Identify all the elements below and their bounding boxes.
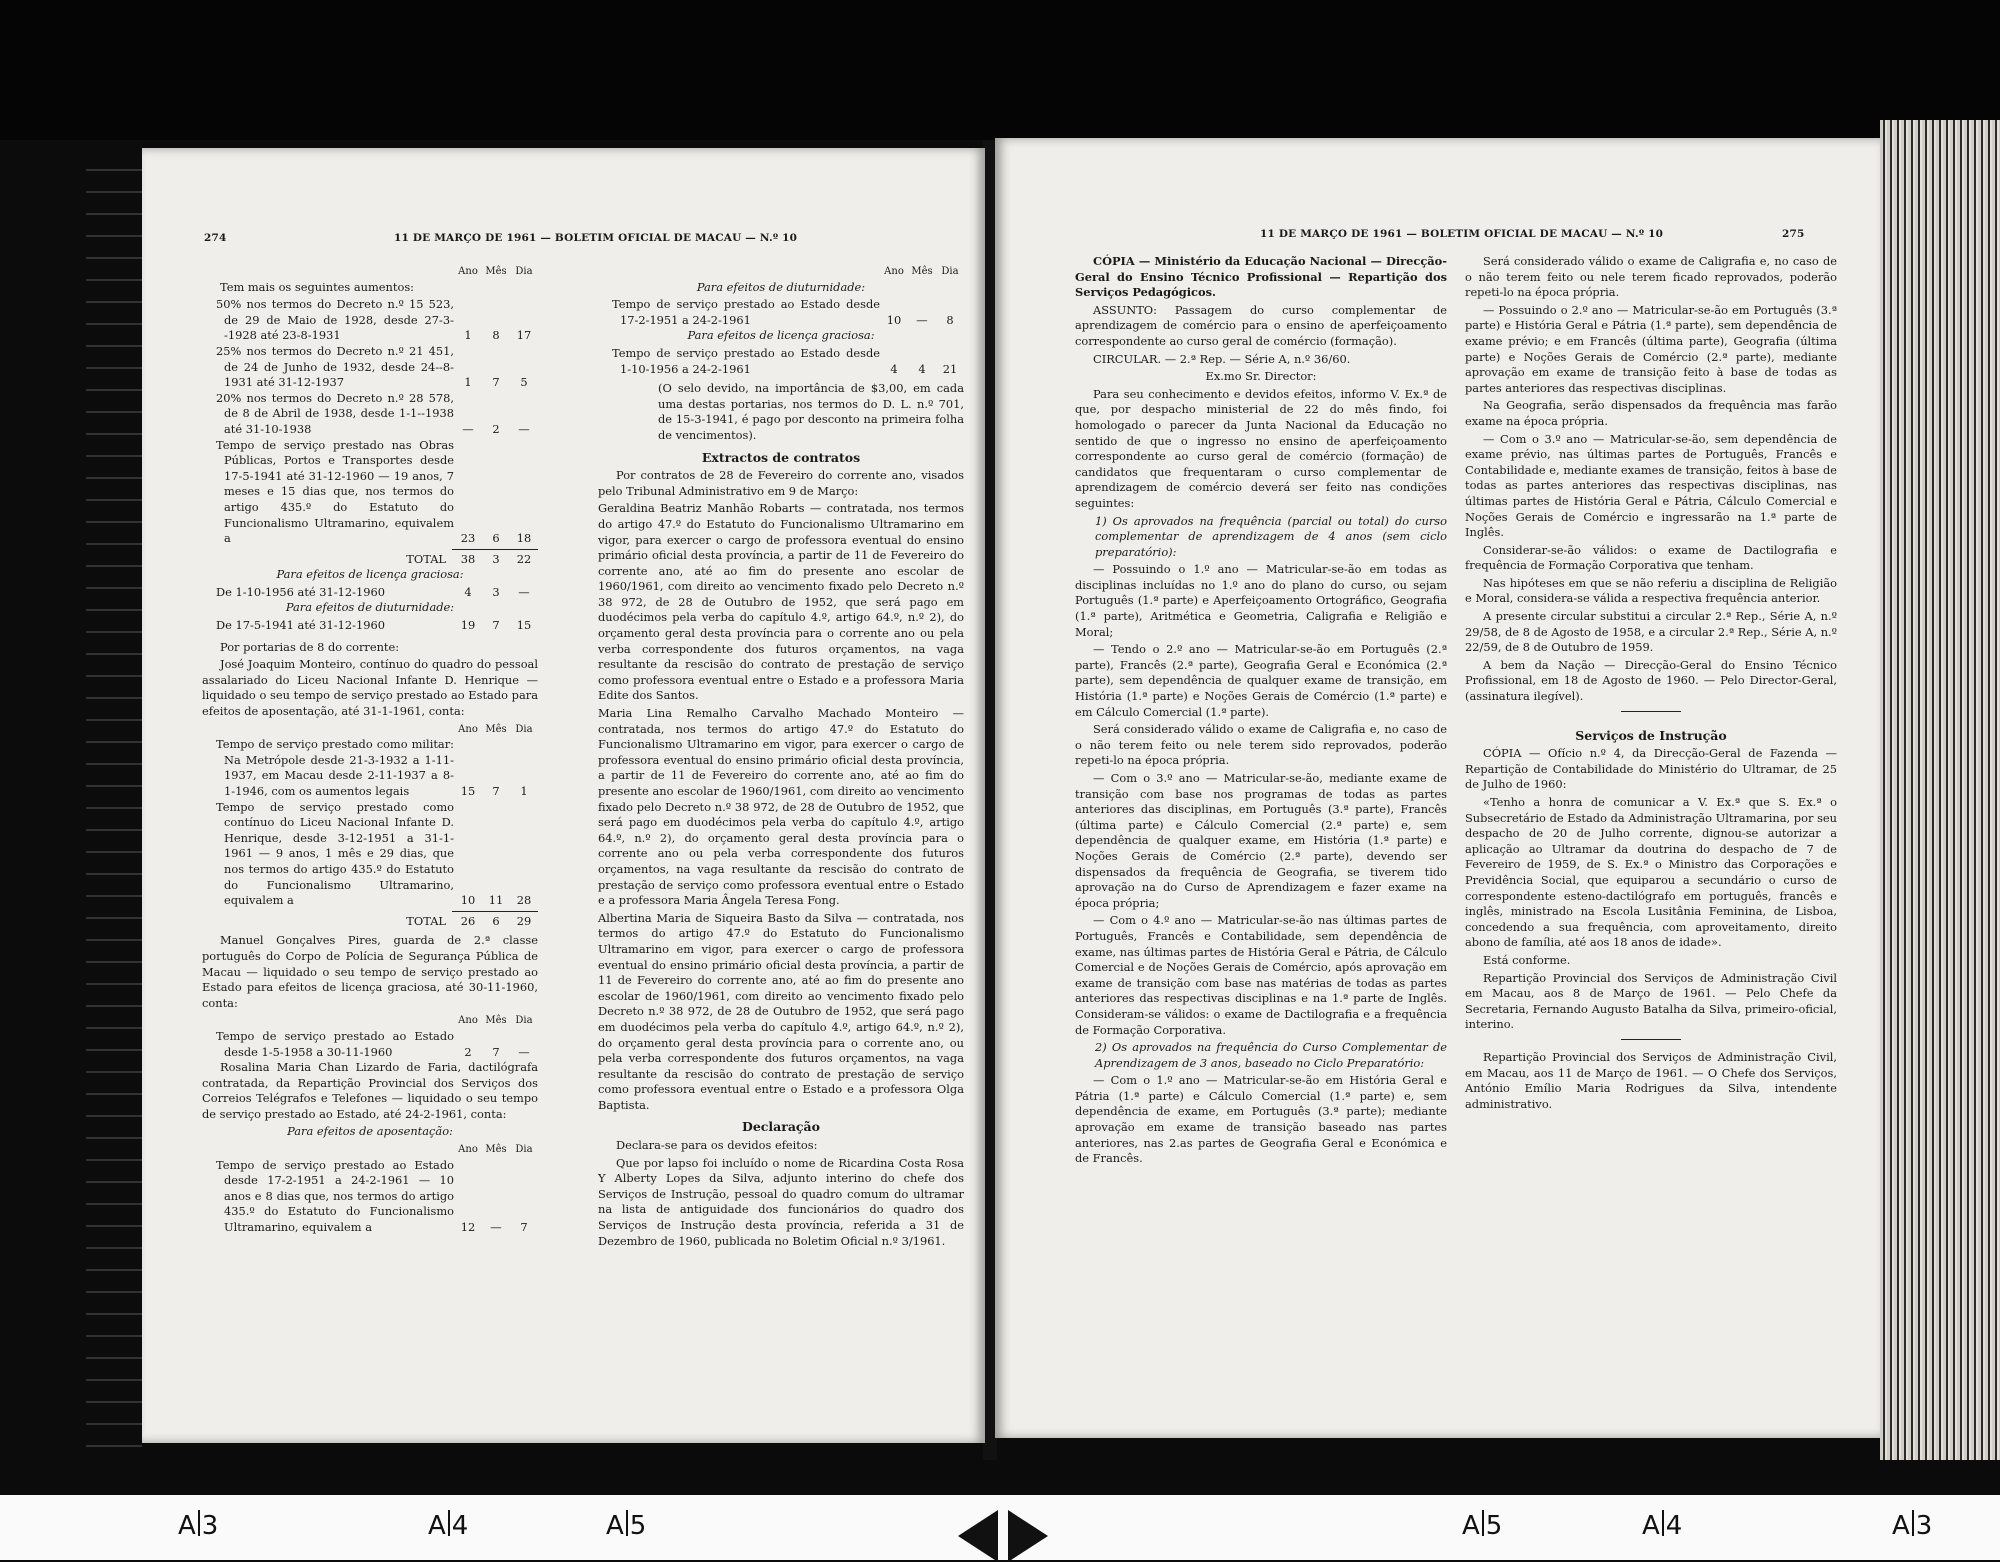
left-column-b — [598, 264, 964, 1251]
table-header: Ano Mês Dia — [884, 266, 959, 277]
left-page — [142, 148, 985, 1443]
table-row: 20% nos termos do Decreto n.º 28 578, de 8 de Abril de 1938, desde 1-1--1938 até 31-10-1938 — 2 — — [216, 390, 530, 436]
paragraph: CIRCULAR. — 2.ª Rep. — Série A, n.º 36/60. — [1093, 351, 1351, 366]
arrow-right-icon — [1008, 1510, 1048, 1562]
paragraph: Maria Lina Remalho Carvalho Machado Monteiro — contratada, nos termos do artigo 47.º do Estatuto do Funcionalismo Ultramarino em vigor, para exercer o cargo de professora eventual do ensino primário oficial desta província, a partir de 11 de Fevereiro do corrente ano, até ao fim do presente ano escolar de 1960/1961, com direito ao vencimento fixado pelo Decreto n.º 38 972, de 28 de Outubro de 1952, que será pago em duodécimos pela verba do capítulo 4.º, artigo 64.º, n.º 2), do orçamento geral desta província para o corrente ano ou pela verba correspondente dos futuros orçamentos, na vaga resultante da rescisão do contrato de prestação de serviço como professora eventual entre o Estado e a professora Maria Ângela Teresa Fong. — [598, 706, 964, 908]
table-row: Tempo de serviço prestado nas Obras Públicas, Portos e Transportes desde 17-5-1941 até 31-12-1960 — 19 anos, 7 meses e 15 dias que, nos termos do artigo 435.º do Estatuto do Funcionalismo Ultramarino, equivalem a 23 6 18 — [216, 437, 532, 546]
table-total-row: TOTAL 26 6 29 — [406, 913, 532, 928]
paragraph: Nas hipóteses em que se não referiu a disciplina de Religião e Moral, considera-se válida a respectiva frequência anterior. — [1465, 575, 1837, 606]
paragraph: (O selo devido, na importância de $3,00, em cada uma destas portarias, nos termos do D. L. n.º 701, de 15-3-1941, é pago por desconto na primeira folha de vencimentos). — [658, 381, 964, 442]
header-title: 11 DE MARÇO DE 1961 — BOLETIM OFICIAL DE MACAU — N.º 10 — [394, 232, 798, 244]
divider — [452, 549, 538, 550]
paragraph: «Tenho a honra de comunicar a V. Ex.ª que S. Ex.ª o Subsecretário de Estado da Administração Ultramarina, por seu despacho de 20 de Julho corrente, dignou-se autorizar a aplicação ao Ultramar da doutrina do despacho de 7 de Fevereiro de 1959, de S. Ex.ª o Ministro das Corporações e Previdência Social, que equiparou a secundário o curso de correspondente esteno-dactilógrafo em português, francês e inglês, ministrado na Escola Lusitânia Feminina, de Lisboa, concedendo a sua frequência, com aproveitamento, direito abono de família, até aos 18 anos de idade». — [1465, 795, 1837, 950]
paragraph: Repartição Provincial dos Serviços de Administração Civil em Macau, aos 8 de Março de 1961. — Pelo Chefe da Secretaria, Fernando Augusto Batalha da Silva, primeiro-oficial, interino. — [1465, 970, 1837, 1032]
frame-mark: A 3 — [1892, 1511, 1933, 1541]
paragraph: Considerar-se-ão válidos: o exame de Dactilografia e frequência de Formação Corporativa que tenham. — [1465, 542, 1837, 573]
paragraph: Na Geografia, serão dispensados da frequência mas farão exame na época própria. — [1465, 398, 1837, 428]
paragraph: — Com o 3.º ano — Matricular-se-ão, sem dependência de exame prévio, nas últimas partes de Português, Francês e Contabilidade e, mediante exames de transição, feitos à base de todas as partes anteriores das respectivas disciplinas, nas últimas partes de História Geral e Pátria, Cálculo Comercial e Noções Gerais de Comércio e ingressarão na 1.ª parte de Inglês. — [1465, 431, 1837, 540]
microfilm-footer — [0, 1495, 2000, 1560]
paragraph: A bem da Nação — Direcção-Geral do Ensino Técnico Profissional, em 18 de Agosto de 1960. — Pelo Director-Geral, (assinatura ilegível). — [1465, 657, 1837, 704]
frame-mark: A 5 — [606, 1511, 647, 1541]
paragraph: — Com o 1.º ano — Matricular-se-ão em História Geral e Pátria (1.ª parte) e Cálculo Comercial (1.ª parte) e, sem dependência de exame, em Português (3.ª parte); mediante aprovação em exame de transição baseado nas partes anteriores, nas 2.as partes de Geografia Geral e Económica e de Francês. — [1075, 1073, 1447, 1166]
divider — [1621, 1039, 1681, 1040]
divider — [452, 911, 538, 912]
subheading: Para efeitos de aposentação: — [287, 1124, 453, 1139]
page-number: 275 — [1782, 228, 1805, 240]
list-item: 2) Os aprovados na frequência do Curso Complementar de Aprendizagem de 3 anos, baseado no Ciclo Preparatório: — [1095, 1040, 1447, 1070]
table-row: Tempo de serviço prestado como contínuo do Liceu Nacional Infante D. Henrique, desde 3-12-1951 a 31-1-1961 — 9 anos, 1 mês e 29 dias, que nos termos do artigo 435.º do Estatuto do Funcionalismo Ultramarino, equivalem a 10 11 28 — [216, 799, 532, 908]
paragraph: Rosalina Maria Chan Lizardo de Faria, dactilógrafa contratada, da Repartição Provincial dos Serviços dos Correios Telégrafos e Telefones — liquidado o seu tempo de serviço prestado ao Estado, até 24-2-1961, conta: — [202, 1060, 538, 1121]
table-total-row: TOTAL 38 3 22 — [406, 551, 532, 566]
frame-mark: A 3 — [178, 1511, 219, 1541]
table-row: Tempo de serviço prestado ao Estado desde 1-5-1958 a 30-11-1960 2 7 — — [216, 1028, 530, 1059]
subheading: Para efeitos de licença graciosa: — [276, 567, 464, 582]
page-number: 274 — [204, 232, 227, 244]
table-header: Ano Mês Dia — [458, 266, 533, 277]
right-page — [995, 138, 1880, 1438]
paragraph: A presente circular substitui a circular 2.ª Rep., Série A, n.º 29/58, de 8 de Agosto de 1958, e a circular 2.ª Rep., Série A, n.º 22/59, de 8 de Outubro de 1959. — [1465, 609, 1838, 655]
paragraph: Está conforme. — [1483, 952, 1571, 967]
paragraph: CÓPIA — Ofício n.º 4, da Direcção-Geral de Fazenda — Repartição de Contabilidade do Ministério do Ultramar, de 25 de Julho de 1960: — [1465, 746, 1837, 792]
paragraph: — Possuindo o 2.º ano — Matricular-se-ão em Português (3.ª parte) e História Geral e Pátria (1.ª parte), sem dependência de exame prévio; e em Francês (última parte), Geografia (última parte) e Noções Gerais de Comércio (2.ª parte), mediante aprovação em exame de transição feito à base de todas as partes anteriores das respectivas disciplinas. — [1465, 302, 1837, 395]
left-column-a — [202, 264, 538, 1236]
paragraph: Albertina Maria de Siqueira Basto da Silva — contratada, nos termos do artigo 47.º do Estatuto do Funcionalismo Ultramarino em vigor, para exercer o cargo de professora eventual do ensino primário oficial desta província, a partir de 11 de Fevereiro do corrente ano, até ao fim do presente ano escolar de 1960/1961, com direito ao vencimento fixado pelo Decreto n.º 38 972, de 28 de Outubro de 1952, que será pago em duodécimos pela verba do capítulo 4.º, artigo 64.º, n.º 2), do orçamento geral desta província para o corrente ano, ou pela verba correspondente dos futuros orçamentos, na vaga resultante da rescisão do contrato de prestação de serviço como professora eventual entre o Estado e a professora Olga Baptista. — [598, 910, 964, 1112]
paragraph: CÓPIA — Ministério da Educação Nacional — Direcção-Geral do Ensino Técnico Profissional — Repartição dos Serviços Pedagógicos. — [1075, 254, 1447, 300]
right-column-b — [1465, 254, 1837, 1114]
subheading: Para efeitos de diuturnidade: — [696, 279, 866, 294]
arrow-left-icon — [958, 1510, 998, 1562]
table-row: 25% nos termos do Decreto n.º 21 451, de 24 de Junho de 1932, desde 24--8-1931 até 31-12-1937 1 7 5 — [216, 343, 528, 390]
section-heading: Serviços de Instrução — [1575, 727, 1727, 743]
paragraph: Para seu conhecimento e devidos efeitos, informo V. Ex.ª de que, por despacho ministerial de 22 do mês findo, foi homologado o parecer da Junta Nacional da Educação no sentido de que o ingresso no ensino de aperfeiçoamento correspondente ao curso geral de comércio (formação) de candidatos que frequentaram o curso complementar de aprendizagem de comércio deverá ser feito nas condições seguintes: — [1075, 386, 1447, 510]
paragraph: Declara-se para os devidos efeitos: — [616, 1138, 818, 1153]
paragraph: ASSUNTO: Passagem do curso complementar de aprendizagem de comércio para o ensino de aperfeiçoamento correspondente ao curso geral de comércio (formação). — [1075, 302, 1447, 348]
paragraph: Tem mais os seguintes aumentos: — [220, 279, 415, 294]
subheading: Para efeitos de diuturnidade: — [285, 600, 455, 615]
paragraph: — Com o 3.º ano — Matricular-se-ão, mediante exame de transição com base nos programas de todas as partes anteriores das disciplinas, em Português (3.ª parte), Francês (última parte) e Cálculo Comercial (2.ª parte) e, sem dependência de qualquer exame, em História (1.ª parte) e Noções Gerais de Comércio (2.ª parte), devendo ser dispensados da frequência de Geografia, se tiverem tido aprovação na do Curso de Aprendizagem e fazer exame na época própria; — [1075, 771, 1447, 910]
paragraph: Por portarias de 8 do corrente: — [220, 639, 400, 654]
table-row: Tempo de serviço prestado ao Estado desde 17-2-1951 a 24-2-1961 10 — 8 — [612, 297, 954, 327]
paragraph: Por contratos de 28 de Fevereiro do corrente ano, visados pelo Tribunal Administrativo em 9 de Março: — [598, 468, 964, 498]
subheading: Para efeitos de licença graciosa: — [687, 328, 875, 343]
book-page-edges — [1880, 120, 2000, 1460]
table-header: Ano Mês Dia — [458, 1015, 533, 1027]
salutation: Ex.mo Sr. Director: — [1205, 369, 1317, 384]
paragraph: Geraldina Beatriz Manhão Robarts — contratada, nos termos do artigo 47.º do Estatuto do Funcionalismo Ultramarino em vigor, para exercer o cargo de professora eventual do ensino primário oficial desta província, a partir de 11 de Fevereiro do corrente ano, até ao fim do presente ano escolar de 1960/1961, com direito ao vencimento fixado pelo Decreto n.º 38 972, de 28 de Outubro de 1952, que será pago em duodécimos pela verba do capítulo 4.º, artigo 64.º, n.º 2), do orçamento geral desta província para o corrente ano ou pela verba correspondente dos futuros orçamentos, na vaga resultante da rescisão do contrato de prestação de serviço como professora eventual entre o Estado e a professora Maria Edite dos Santos. — [598, 501, 964, 703]
paragraph: — Com o 4.º ano — Matricular-se-ão nas últimas partes de Português, Francês e Contabilidade, sem dependência de exame, nas últimas partes de História Geral e Pátria, de Cálculo Comercial e de Noções Gerais de Comércio, após aprovação em exame de transição com base nas matérias de todas as partes anteriores das respectivas disciplinas e na 1.ª parte de Inglês. Consideram-se válidos: o exame de Dactilografia e a frequência de Formação Corporativa. — [1075, 913, 1447, 1037]
frame-mark: A 5 — [1462, 1511, 1503, 1541]
table-row: Tempo de serviço prestado como militar: Na Metrópole desde 21-3-1932 a 1-11-1937, em Macau desde 2-11-1937 a 8-1-1946, com os aumentos legais 15 7 1 — [216, 737, 528, 798]
table-header: Ano Mês Dia — [458, 723, 533, 735]
paragraph: — Possuindo o 1.º ano — Matricular-se-ão em todas as disciplinas incluídas no 1.º ano do plano do curso, ou sejam Português (1.ª parte) e Aperfeiçoamento Ortográfico, Geografia (1.ª parte), Aritmética e Geometria, Caligrafia e Religião e Moral; — [1075, 562, 1447, 639]
table-header: Ano Mês Dia — [458, 1144, 533, 1156]
paragraph: — Tendo o 2.º ano — Matricular-se-ão em Português (2.ª parte), Francês (2.ª parte), Geografia Geral e Económica (2.ª parte), sem dependência de qualquer exame de transição, em História (1.ª parte) e Noções Gerais de Comércio (1.ª parte) e em Cálculo Comercial (1.ª parte). — [1075, 642, 1447, 719]
list-item: 1) Os aprovados na frequência (parcial ou total) do curso complementar de aprendizagem de 4 anos (sem ciclo preparatório): — [1095, 513, 1447, 559]
divider — [1621, 711, 1681, 712]
table-row: De 1-10-1956 até 31-12-1960 4 3 — — [216, 584, 530, 599]
paragraph: Repartição Provincial dos Serviços de Administração Civil, em Macau, aos 11 de Março de 1961. — O Chefe dos Serviços, António Emílio Maria Rodrigues da Silva, intendente administrativo. — [1465, 1049, 1837, 1111]
scan-edge-fringe — [86, 160, 142, 1460]
frame-mark: A 4 — [1642, 1511, 1683, 1541]
table-row: De 17-5-1941 até 31-12-1960 19 7 15 — [216, 618, 532, 633]
paragraph: Que por lapso foi incluído o nome de Ricardina Costa Rosa Y Alberty Lopes da Silva, adjunto interino do chefe dos Serviços de Instrução, pessoal do quadro comum do ultramar na lista de antiguidade dos funcionários do quadro dos Serviços de Instrução desta província, referida a 31 de Dezembro de 1960, publicada no Boletim Oficial n.º 3/1961. — [598, 1155, 964, 1248]
scan-background-top — [0, 0, 2000, 140]
section-heading: Declaração — [742, 1119, 820, 1135]
right-column-a — [1075, 254, 1447, 1169]
header-title: 11 DE MARÇO DE 1961 — BOLETIM OFICIAL DE MACAU — N.º 10 — [1260, 228, 1664, 240]
paragraph: Manuel Gonçalves Pires, guarda de 2.ª classe português do Corpo de Polícia de Segurança Pública de Macau — liquidado o seu tempo de serviço prestado ao Estado para efeitos de licença graciosa, até 30-11-1960, conta: — [202, 933, 538, 1010]
table-row: 50% nos termos do Decreto n.º 15 523, de 29 de Maio de 1928, desde 27-3--1928 até 23-8-1931 1 8 17 — [216, 297, 532, 343]
section-heading: Extractos de contratos — [701, 449, 861, 465]
paragraph: Será considerado válido o exame de Caligrafia e, no caso de o não terem feito ou nele terem sido reprovados, poderão repeti-lo na época própria. — [1075, 722, 1447, 768]
table-row: Tempo de serviço prestado ao Estado desde 1-10-1956 a 24-2-1961 4 4 21 — [612, 345, 958, 376]
paragraph: Será considerado válido o exame de Caligrafia e, no caso de o não terem feito ou nele terem ficado reprovados, poderão repeti-lo na época própria. — [1465, 254, 1837, 300]
paragraph: José Joaquim Monteiro, contínuo do quadro do pessoal assalariado do Liceu Nacional Infante D. Henrique — liquidado o seu tempo de serviço prestado ao Estado para efeitos de aposentação, até 31-1-1961, conta: — [202, 657, 538, 719]
frame-mark: A 4 — [428, 1511, 469, 1541]
table-row: Tempo de serviço prestado ao Estado desde 17-2-1951 a 24-2-1961 — 10 anos e 8 dias que, nos termos do artigo 435.º do Estatuto do Funcionalismo Ultramarino, equivalem a 12 — 7 — [216, 1157, 528, 1235]
